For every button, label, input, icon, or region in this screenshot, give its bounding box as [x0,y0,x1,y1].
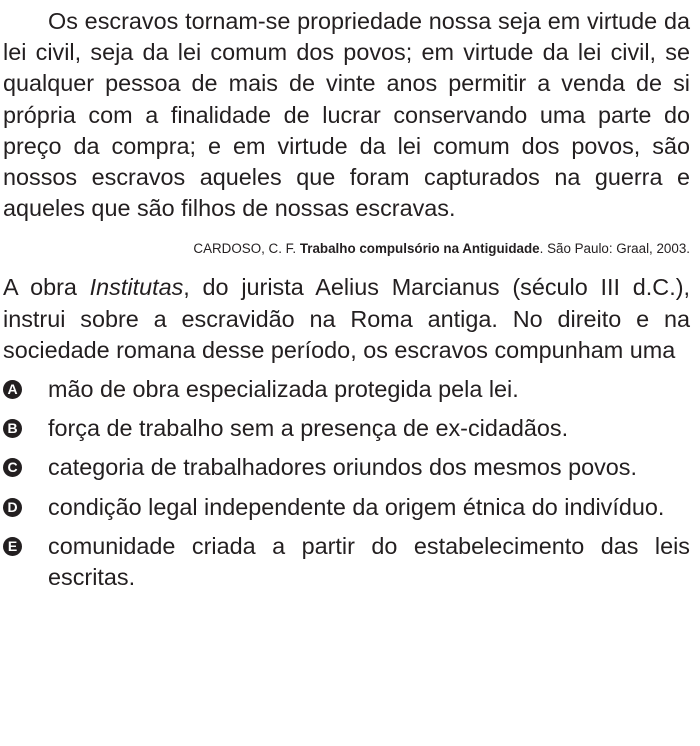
question-intro: A obra [3,274,90,301]
option-e[interactable] [3,531,690,593]
source-citation [3,240,690,258]
option-e-letter-badge[interactable]: E [3,537,22,556]
citation-author: CARDOSO, C. F. [193,241,300,257]
option-d[interactable] [3,492,690,523]
option-b-text[interactable]: força de trabalho sem a presença de ex-cidadãos. [48,415,569,442]
option-c-letter-badge[interactable]: C [3,458,22,477]
question-stem [3,272,690,366]
source-passage: Os escravos tornam-se propriedade nossa seja em virtude da lei civil, seja da lei comum dos povos; em virtude da lei civil, se qualquer pessoa de mais de vinte anos permitir a venda de si própria com a finalidade de lucrar conservando uma parte do preço da compra; e em virtude da lei comum dos povos, são nossos escravos aqueles que foram capturados na guerra e aqueles que são filhos de nossas escravas. [3,8,690,222]
option-a-text[interactable]: mão de obra especializada protegida pela lei. [48,376,519,403]
option-a-letter-badge[interactable]: A [3,380,22,399]
option-b[interactable] [3,413,690,444]
option-d-letter-badge[interactable]: D [3,498,22,517]
option-d-text[interactable]: condição legal independente da origem étnica do indivíduo. [48,493,665,520]
option-a[interactable] [3,374,690,405]
option-e-text[interactable]: comunidade criada a partir do estabelecimento das leis escritas. [48,532,690,591]
option-c[interactable] [3,452,690,483]
citation-title: Trabalho compulsório na Antiguidade [299,241,540,257]
option-c-text[interactable]: categoria de trabalhadores oriundos dos mesmos povos. [48,454,638,481]
question-work-title: Institutas [89,274,184,301]
citation-publisher: . São Paulo: Graal, 2003. [539,241,690,257]
answer-options [3,374,690,593]
option-b-letter-badge[interactable]: B [3,419,22,438]
question-rest: , do jurista Aelius Marcianus (século III d.C.), instrui sobre a escravidão na Roma antiga. No direito e na sociedade romana desse período, os escravos compunham uma [3,274,690,363]
